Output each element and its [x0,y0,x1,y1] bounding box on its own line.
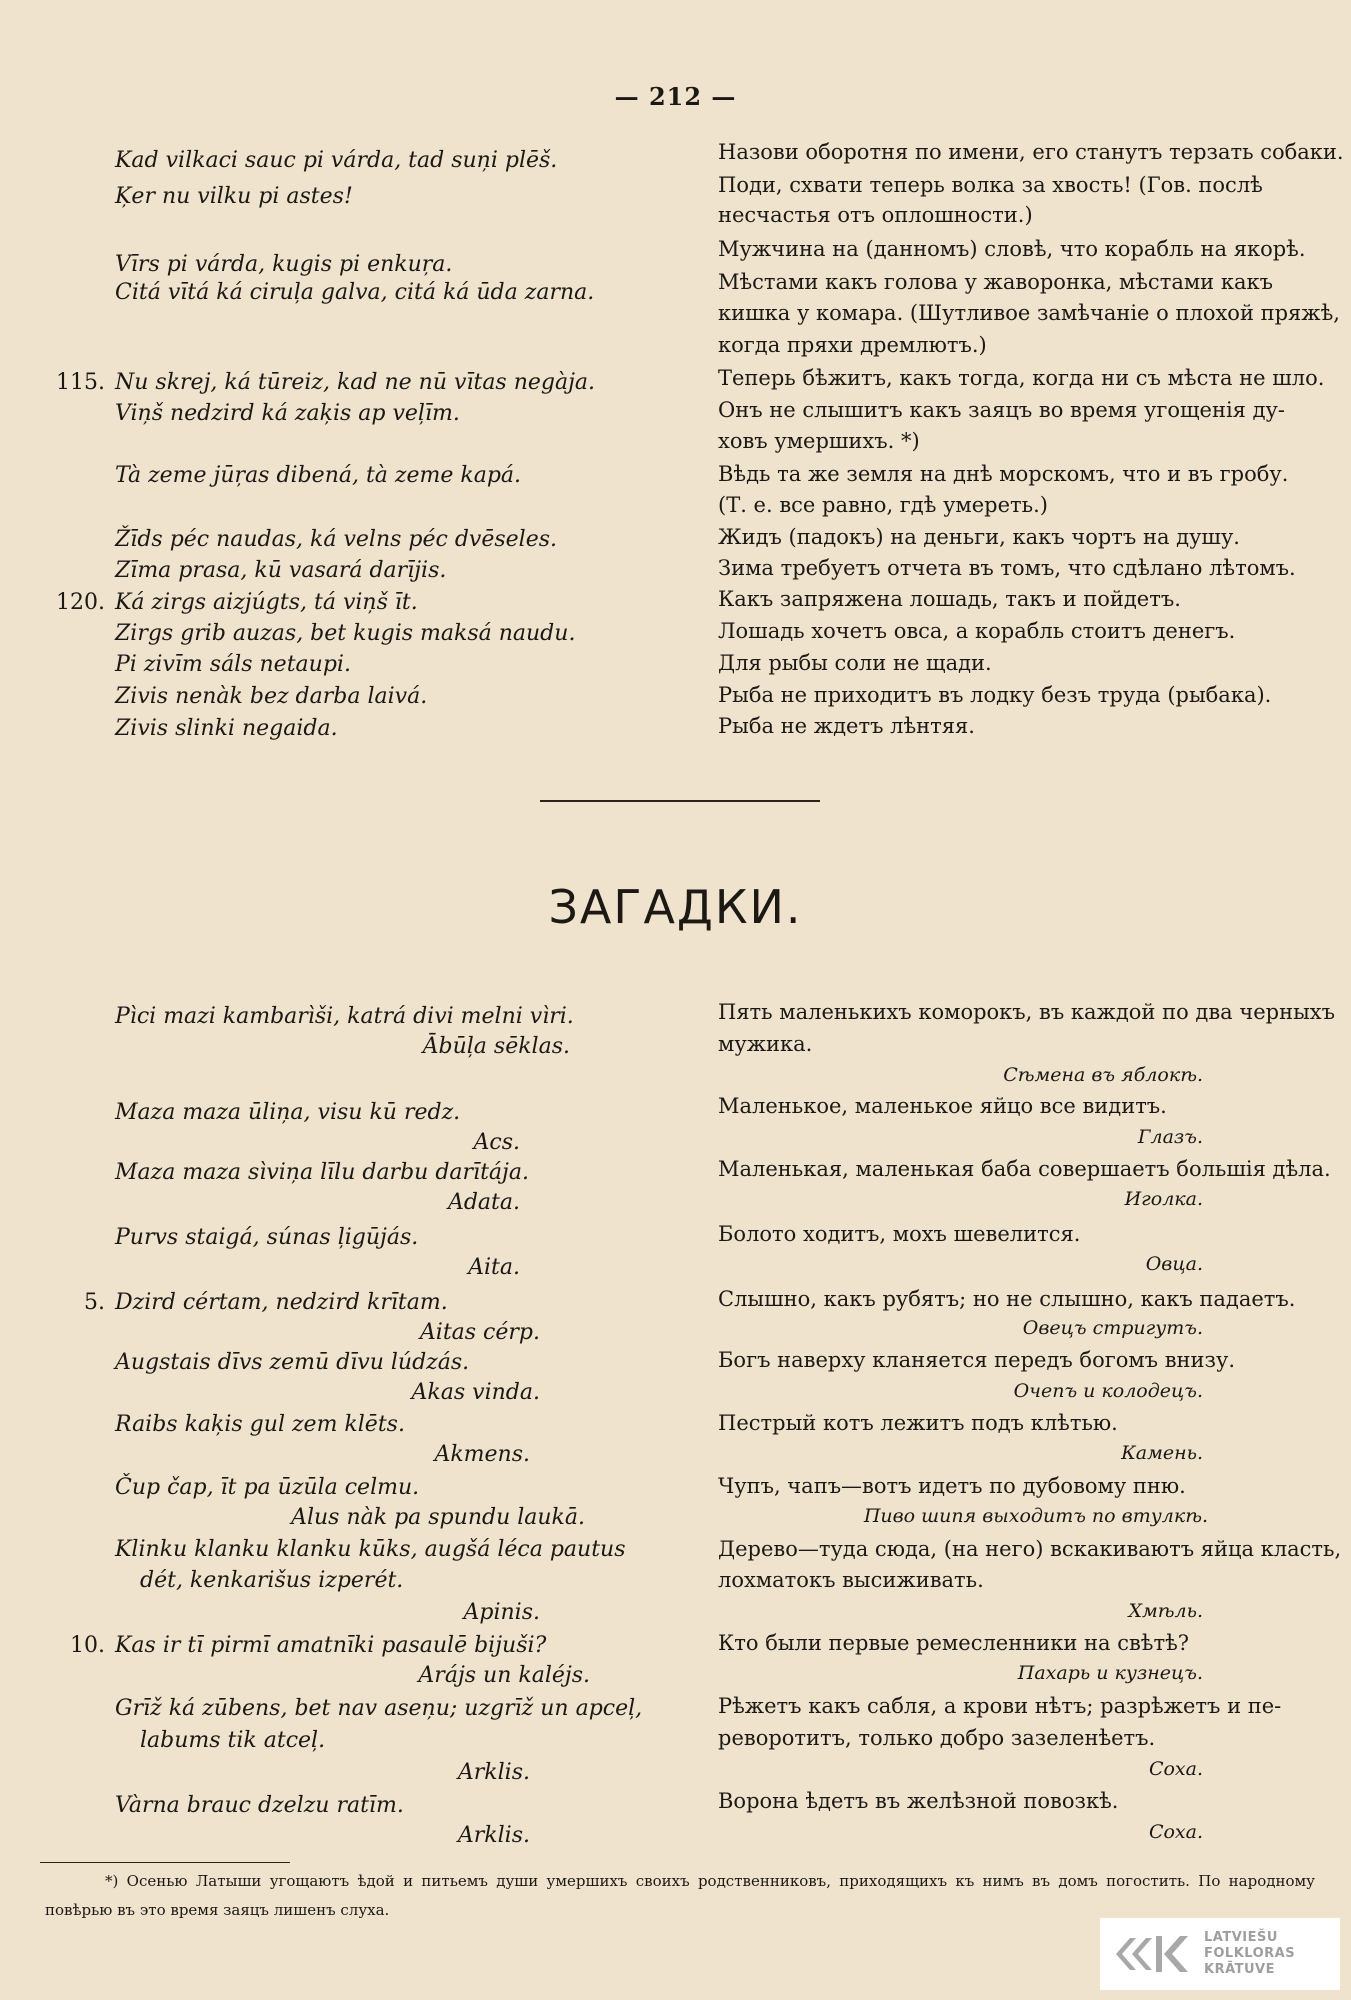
riddle-translation-line: Слышно, какъ рубятъ; но не слышно, какъ падаетъ. [718,1287,1296,1311]
riddle-translation-line: Маленькая, маленькая баба совершаетъ большія дѣла. [718,1157,1331,1181]
proverb-translation-line: Какъ запряжена лошадь, такъ и пойдетъ. [718,587,1181,611]
proverb-translation-line: Поди, схвати теперь волка за хвость! (Гов. послѣ [718,173,1263,197]
proverb-translation-line: Онъ не слышитъ какъ заяцъ во время угощенія ду- [718,398,1285,422]
riddle-translation-line: мужика. [718,1032,813,1056]
proverb-translation-line: Мѣстами какъ голова у жаворонка, мѣстами какъ [718,270,1273,294]
riddle-translation-line: Ворона ѣдетъ въ желѣзной повозкѣ. [718,1789,1119,1813]
footnote-divider [40,1862,290,1863]
proverb-translation-line: Вѣдь та же земля на днѣ морскомъ, что и въ гробу. [718,462,1289,486]
document-page: — 212 — Kad vilkaci sauc pi várda, tad suņi plēš. Ķer nu vilku pi astes! Vīrs pi várda, kugis pi enkuŗa. Citá vītá ká ciruļa galva, citá ká ūda zarna. 115. Nu skrej, ká tūreiz, kad ne nū vītas negàja. Viņš nedzird ká zaķis ap veļīm. Tà zeme jūŗas dibená, tà zeme kapá. Žīds péc naudas, ká velns péc dvēseles. Zīma prasa, kū vasará darījis. 120. Ká zirgs aizjúgts, tá viņš īt. Zirgs grib auzas, bet kugis maksá naudu. Pi zivīm sáls netaupi. Zivis nenàk bez darba laivá. Zivis slinki negaida. Назови оборотня по имени, его станутъ терзать собаки. Поди, схвати теперь волка за хвость! (Гов. послѣ несчастья отъ оплошности.) Мужчина на (данномъ) словѣ, что корабль на якорѣ. Мѣстами какъ голова у жаворонка, мѣстами какъ кишка у комара. (Шутливое замѣчаніе о плохой пряжѣ, когда пряхи дремлютъ.) Теперь бѣжитъ, какъ тогда, когда ни съ мѣста не шло. Онъ не слышитъ какъ заяцъ во время угощенія ду- ховъ умершихъ. *) Вѣдь та же земля на днѣ морскомъ, что и въ гробу. (Т. е. все равно, гдѣ умереть.) Жидъ (падокъ) на деньги, какъ чортъ на душу. Зима требуетъ отчета въ томъ, что сдѣлано лѣтомъ. Какъ запряжена лошадь, такъ и пойдетъ. Лошадь хочетъ овса, а корабль стоитъ денегъ. Для рыбы соли не щади. Рыба не приходитъ въ лодку безъ труда (рыбака). Рыба не ждетъ лѣнтяя. ЗАГАДКИ. Pìci mazi kambarìši, katrá divi melni vìri. Ābūļa sēklas. Maza maza ūliņa, visu kū redz. Acs. Maza maza sìviņa līlu darbu darītája. Adata. Purvs staigá, súnas ļigūjás. Aita. 5. Dzird cértam, nedzird krītam. Aitas cérp. Augstais dīvs zemū dīvu lúdzás. Akas vinda. Raibs kaķis gul zem klēts. Akmens. Čup čap, īt pa ūzūla celmu. Alus nàk pa spundu laukā. Klinku klanku klanku kūks, augšá léca pautus dét, kenkarišus izperét. Apinis. 10. Kas ir tī pirmī amatnīki pasaulē bijuši? Arájs un kaléjs. Grīž ká zūbens, bet nav aseņu; uzgrīž un apceļ, labums tik atceļ. Arklis. Vàrna brauc dzelzu ratīm. Arklis. Пять маленькихъ коморокъ, въ каждой по два черныхъ мужика. Сѣмена въ яблокѣ. Маленькое, маленькое яйцо все видитъ. Глазъ. Маленькая, маленькая баба совершаетъ большія дѣла. Иголка. Болото ходитъ, мохъ шевелится. Овца. Слышно, какъ рубятъ; но не слышно, какъ падаетъ. Овецъ стригутъ. Богъ наверху кланяется передъ богомъ внизу. Очепъ и колодецъ. Пестрый котъ лежитъ подъ клѣтью. Камень. Чупъ, чапъ—вотъ идетъ по дубовому пню. Пиво шипя выходитъ по втулкѣ. Дерево—туда сюда, (на него) вскакиваютъ яйца класть, лохматокъ высиживать. Хмѣль. Кто были первые ремесленники на свѣтѣ? Пахарь и кузнецъ. Рѣжетъ какъ сабля, а крови нѣтъ; разрѣжетъ и пе- реворотитъ, только добро зазеленѣетъ. Соха. Ворона ѣдетъ въ желѣзной повозкѣ. Соха. *) Осенью Латыши угощаютъ ѣдой и питьемъ души умершихъ своихъ родственниковъ, приходящихъ къ нимъ въ домъ погостить. По народному повѣрью въ это время заяцъ лишенъ слуха. LATVIEŠU FOLKLORAS KRĀTUVE [0,0,1351,2000]
proverb-translation-line: Рыба не приходитъ въ лодку безъ труда (рыбака). [718,683,1272,707]
riddle-translation-line: Кто были первые ремесленники на свѣтѣ? [718,1631,1189,1655]
riddle-translation-line: Богъ наверху кланяется передъ богомъ внизу. [718,1348,1236,1372]
proverb-translation-line: Теперь бѣжитъ, какъ тогда, когда ни съ мѣста не шло. [718,366,1325,390]
riddle-translation-line: Пять маленькихъ коморокъ, въ каждой по два черныхъ [718,1000,1336,1024]
section-divider [540,800,820,802]
proverb-translation-line: Зима требуетъ отчета въ томъ, что сдѣлано лѣтомъ. [718,556,1296,580]
proverb-translation-line: Лошадь хочетъ овса, а корабль стоитъ денегъ. [718,619,1236,643]
proverb-translation-line: Назови оборотня по имени, его станутъ терзать собаки. [718,140,1344,164]
lfk-logo-icon [1106,1924,1196,1984]
riddle-translation-line: реворотитъ, только добро зазеленѣетъ. [718,1726,1156,1750]
proverb-translation-line: Жидъ (падокъ) на деньги, какъ чортъ на душу. [718,525,1240,549]
logo-text: LATVIEŠU FOLKLORAS KRĀTUVE [1204,1930,1296,1977]
riddle-translation-line: Рѣжетъ какъ сабля, а крови нѣтъ; разрѣжетъ и пе- [718,1694,1282,1718]
proverb-translation-line: Рыба не ждетъ лѣнтяя. [718,714,975,738]
proverb-translation-line: когда пряхи дремлютъ.) [718,333,987,357]
proverb-translation-line: Для рыбы соли не щади. [718,651,992,675]
archive-logo [1100,1918,1340,1990]
section-heading: ЗАГАДКИ. [548,880,803,934]
proverb-translation-line: ховъ умершихъ. *) [718,429,920,453]
proverb-translation-line: несчастья отъ оплошности.) [718,203,1033,227]
riddle-translation-line: Маленькое, маленькое яйцо все видитъ. [718,1094,1167,1118]
proverb-translation-line: кишка у комара. (Шутливое замѣчаніе о плохой пряжѣ, [718,301,1340,325]
footnote: *) Осенью Латыши угощаютъ ѣдой и питьемъ души умершихъ своихъ родственниковъ, приходящихъ къ нимъ въ домъ погостить. По народному повѣрью въ это время заяцъ лишенъ слуха. [45,1872,1315,1919]
riddle-translation-line: лохматокъ высиживать. [718,1568,984,1592]
riddle-translation-line: Болото ходитъ, мохъ шевелится. [718,1222,1081,1246]
riddle-translation-line: Чупъ, чапъ—вотъ идетъ по дубовому пню. [718,1474,1186,1498]
proverb-translation-line: Мужчина на (данномъ) словѣ, что корабль на якорѣ. [718,237,1306,261]
riddle-translation-line: Пестрый котъ лежитъ подъ клѣтью. [718,1411,1118,1435]
proverb-translation-line: (Т. е. все равно, гдѣ умереть.) [718,493,1048,517]
page-number: — 212 — [614,82,737,111]
riddle-translation-line: Дерево—туда сюда, (на него) вскакиваютъ яйца класть, [718,1537,1342,1561]
